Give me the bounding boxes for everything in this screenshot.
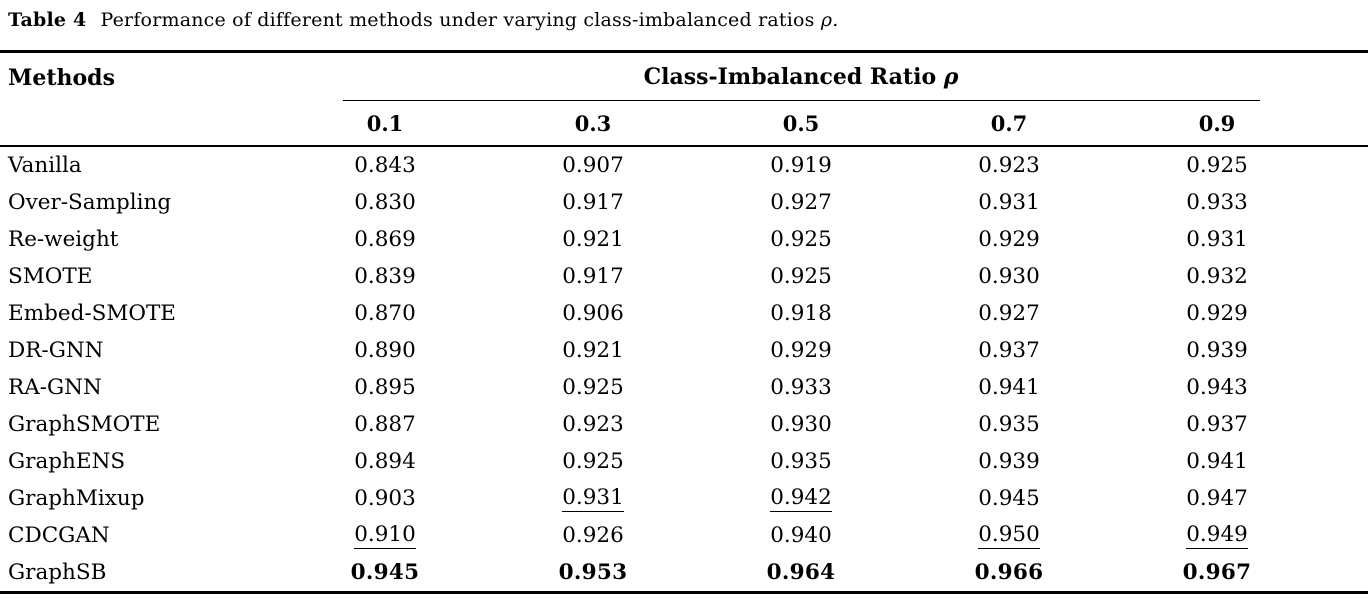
table-row — [0, 184, 1368, 221]
spacer-cell — [1321, 53, 1368, 146]
value-cell: 0.925 — [770, 227, 832, 252]
method-cell: SMOTE — [8, 264, 93, 289]
value-cell: 0.931 — [1186, 227, 1248, 252]
value-cell: 0.937 — [1186, 412, 1248, 437]
spacer-cell — [1321, 369, 1368, 406]
spacer-cell — [1321, 258, 1368, 295]
value-cell: 0.943 — [1186, 375, 1248, 400]
value-cell: 0.929 — [978, 227, 1040, 252]
value-cell: 0.933 — [770, 375, 832, 400]
value-cell: 0.967 — [1182, 560, 1252, 585]
ratio-column-header: 0.1 — [281, 101, 489, 146]
value-cell: 0.918 — [770, 301, 832, 326]
value-cell: 0.839 — [354, 264, 416, 289]
caption-label: Table 4 — [8, 9, 87, 31]
table-row — [0, 146, 1368, 184]
value-cell: 0.930 — [978, 264, 1040, 289]
caption-text: Performance of different methods under varying class-imbalanced ratios — [100, 9, 815, 31]
method-cell: DR-GNN — [8, 338, 104, 363]
value-cell: 0.921 — [562, 338, 624, 363]
value-cell: 0.870 — [354, 301, 416, 326]
table-row — [0, 406, 1368, 443]
ratio-column-header: 0.3 — [489, 101, 697, 146]
value-cell: 0.895 — [354, 375, 416, 400]
value-cell: 0.941 — [1186, 449, 1248, 474]
value-cell: 0.923 — [978, 153, 1040, 178]
value-cell: 0.919 — [770, 153, 832, 178]
value-cell: 0.843 — [354, 153, 416, 178]
table-bottom-rule — [0, 591, 1368, 594]
caption-rho-symbol: ρ. — [820, 9, 839, 31]
value-cell: 0.907 — [562, 153, 624, 178]
value-cell: 0.926 — [562, 523, 624, 548]
value-cell: 0.925 — [770, 264, 832, 289]
value-cell: 0.932 — [1186, 264, 1248, 289]
table-row — [0, 221, 1368, 258]
value-cell: 0.949 — [1186, 522, 1248, 548]
ratio-column-header: 0.7 — [905, 101, 1113, 146]
value-cell: 0.940 — [770, 523, 832, 548]
method-cell: GraphSMOTE — [8, 412, 161, 437]
value-cell: 0.921 — [562, 227, 624, 252]
value-cell: 0.930 — [770, 412, 832, 437]
method-cell: Re-weight — [8, 227, 119, 252]
table-row — [0, 480, 1368, 517]
value-cell: 0.939 — [978, 449, 1040, 474]
table-row — [0, 295, 1368, 332]
methods-column-header: Methods — [0, 53, 281, 146]
value-cell: 0.935 — [978, 412, 1040, 437]
value-cell: 0.830 — [354, 190, 416, 215]
value-cell: 0.945 — [978, 486, 1040, 511]
spacer-cell — [1321, 517, 1368, 554]
method-cell: Embed-SMOTE — [8, 301, 177, 326]
value-cell: 0.933 — [1186, 190, 1248, 215]
table-row — [0, 258, 1368, 295]
header-row-group — [0, 53, 1368, 101]
value-cell: 0.917 — [562, 264, 624, 289]
spacer-cell — [1321, 554, 1368, 591]
value-cell: 0.931 — [978, 190, 1040, 215]
method-cell: Vanilla — [8, 153, 82, 178]
method-cell: RA-GNN — [8, 375, 102, 400]
value-cell: 0.947 — [1186, 486, 1248, 511]
value-cell: 0.925 — [562, 375, 624, 400]
value-cell: 0.939 — [1186, 338, 1248, 363]
value-cell: 0.929 — [770, 338, 832, 363]
value-cell: 0.906 — [562, 301, 624, 326]
group-header-text: Class-Imbalanced Ratio — [643, 64, 937, 90]
spacer-cell — [1321, 443, 1368, 480]
value-cell: 0.925 — [1186, 153, 1248, 178]
value-cell: 0.931 — [562, 485, 624, 511]
value-cell: 0.927 — [978, 301, 1040, 326]
value-cell: 0.925 — [562, 449, 624, 474]
value-cell: 0.966 — [974, 560, 1044, 585]
value-cell: 0.950 — [978, 522, 1040, 548]
spacer-cell — [1321, 146, 1368, 184]
method-cell: GraphSB — [8, 560, 107, 585]
ratio-column-header: 0.5 — [697, 101, 905, 146]
results-table — [0, 53, 1368, 591]
spacer-cell — [1321, 406, 1368, 443]
method-cell: Over-Sampling — [8, 190, 172, 215]
method-cell: GraphENS — [8, 449, 126, 474]
value-cell: 0.894 — [354, 449, 416, 474]
value-cell: 0.935 — [770, 449, 832, 474]
spacer-cell — [1321, 184, 1368, 221]
method-cell: GraphMixup — [8, 486, 145, 511]
table-row — [0, 517, 1368, 554]
value-cell: 0.887 — [354, 412, 416, 437]
spacer-cell — [1321, 221, 1368, 258]
value-cell: 0.910 — [354, 522, 416, 548]
table-row — [0, 443, 1368, 480]
value-cell: 0.890 — [354, 338, 416, 363]
group-column-header — [281, 53, 1321, 101]
value-cell: 0.923 — [562, 412, 624, 437]
ratio-column-header: 0.9 — [1113, 101, 1321, 146]
value-cell: 0.941 — [978, 375, 1040, 400]
table-row — [0, 554, 1368, 591]
spacer-cell — [1321, 332, 1368, 369]
table-row — [0, 369, 1368, 406]
table-row — [0, 332, 1368, 369]
value-cell: 0.929 — [1186, 301, 1248, 326]
value-cell: 0.942 — [770, 485, 832, 511]
group-header-rho-symbol: ρ — [943, 64, 959, 90]
spacer-cell — [1321, 480, 1368, 517]
value-cell: 0.927 — [770, 190, 832, 215]
value-cell: 0.953 — [558, 560, 628, 585]
value-cell: 0.937 — [978, 338, 1040, 363]
method-cell: CDCGAN — [8, 523, 110, 548]
spacer-cell — [1321, 295, 1368, 332]
value-cell: 0.945 — [350, 560, 420, 585]
value-cell: 0.903 — [354, 486, 416, 511]
value-cell: 0.917 — [562, 190, 624, 215]
value-cell: 0.869 — [354, 227, 416, 252]
value-cell: 0.964 — [766, 560, 836, 585]
table-caption — [0, 0, 1370, 50]
group-header-underline-rule — [343, 100, 1260, 101]
